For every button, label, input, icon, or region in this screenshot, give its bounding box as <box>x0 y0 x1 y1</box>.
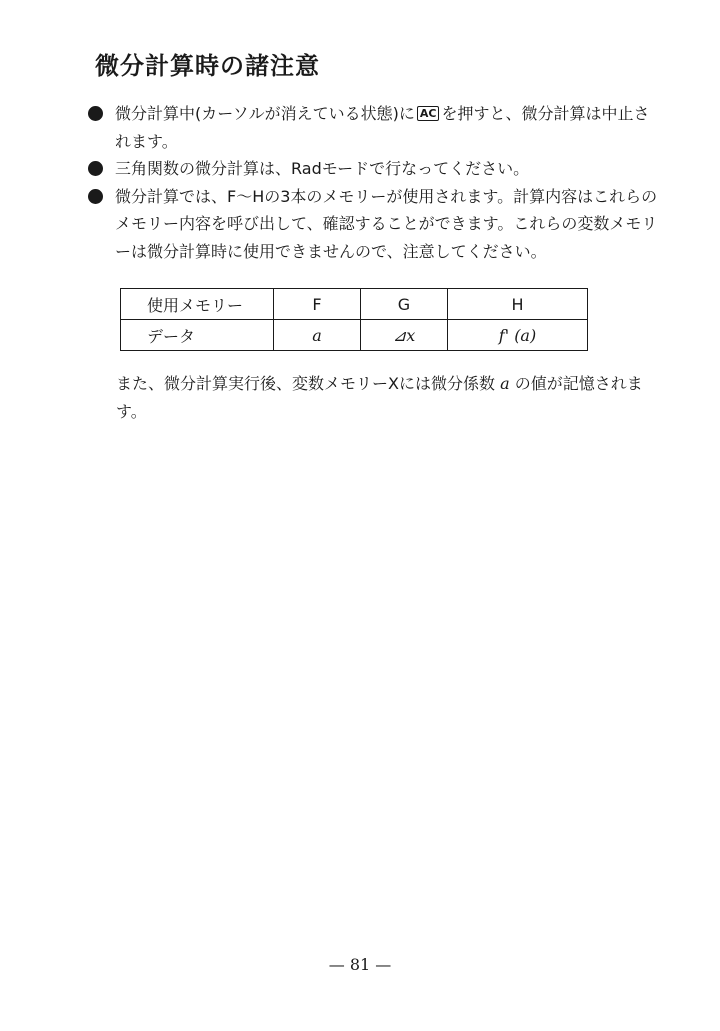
table-row <box>121 320 588 351</box>
memory-usage-table <box>120 288 588 351</box>
ac-key-icon: AC <box>417 106 440 121</box>
table-header-cell: H <box>448 289 588 320</box>
caution-item-memory-usage <box>88 183 663 266</box>
table-cell: a <box>274 320 361 351</box>
caution-text-part1: 微分計算中(カーソルが消えている状態)に <box>115 104 415 123</box>
table-row-label: データ <box>121 320 274 351</box>
caution-text-part2: を押すと、微分計算は中止されます。 <box>115 104 650 151</box>
page-title: 微分計算時の諸注意 <box>95 52 320 80</box>
bullet-icon <box>88 161 103 176</box>
caution-item-rad-mode <box>88 155 663 183</box>
caution-text: 微分計算では、F〜Hの3本のメモリーが使用されます。計算内容はこれらのメモリー内容を呼び出して、確認することができます。これらの変数メモリーは微分計算時に使用できませんので、注意してください。 <box>115 186 658 261</box>
caution-text: 三角関数の微分計算は、Radモードで行なってください。 <box>115 159 530 178</box>
table-header-cell: F <box>274 289 361 320</box>
bullet-icon <box>88 106 103 121</box>
table-cell: f' (a) <box>448 320 588 351</box>
table-header-row <box>121 289 588 320</box>
caution-item-ac-key <box>88 100 663 155</box>
table-cell: ⊿x <box>361 320 448 351</box>
table-header-cell: G <box>361 289 448 320</box>
table-header-cell: 使用メモリー <box>121 289 274 320</box>
post-calculation-note <box>116 370 656 425</box>
note-text-part1: また、微分計算実行後、変数メモリーXには微分係数 <box>116 374 501 393</box>
bullet-icon <box>88 189 103 204</box>
page-number: — 81 — <box>328 955 392 974</box>
note-text-part2: の値が記憶されます。 <box>116 374 643 421</box>
caution-list <box>88 100 663 265</box>
note-variable: a <box>500 374 510 393</box>
